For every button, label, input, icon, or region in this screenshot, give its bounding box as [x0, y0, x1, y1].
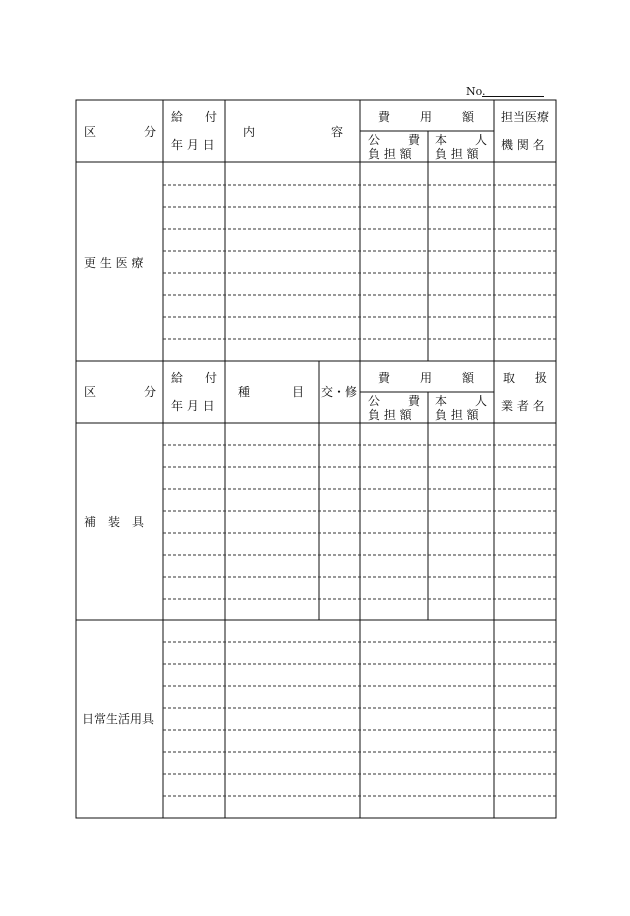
- s2-header-category: 区 分: [84, 385, 156, 399]
- s1-header-self-line2: 負 担 額: [435, 147, 479, 161]
- s1-header-date-line2: 年 月 日: [171, 138, 215, 152]
- s1-header-date-line1: 給 付: [171, 110, 217, 124]
- s1-header-cost: 費 用 額: [378, 110, 474, 124]
- number-label: No.: [466, 85, 486, 98]
- s2-header-date-line1: 給 付: [171, 371, 217, 385]
- row-label-rehab-medical: 更 生 医 療: [84, 256, 144, 270]
- s1-header-public-line2: 負 担 額: [368, 147, 412, 161]
- s1-header-content: 内 容: [243, 125, 343, 139]
- row-label-assistive-devices: 補 装 具: [84, 515, 145, 529]
- s2-header-org-line2: 業 者 名: [501, 399, 545, 413]
- s1-header-org-line2: 機 関 名: [501, 138, 545, 152]
- s2-header-date-line2: 年 月 日: [171, 399, 215, 413]
- s1-header-self-line1: 本 人: [435, 133, 487, 147]
- s2-header-item: 種 目: [238, 385, 304, 399]
- row-label-daily-living-equipment: 日常生活用具: [82, 712, 155, 726]
- s1-header-org-line1: 担当医療: [501, 110, 550, 124]
- form-outer-border: [76, 100, 556, 818]
- s2-header-public-line1: 公 費: [368, 394, 420, 408]
- s2-header-exchange: 交・修: [321, 385, 358, 399]
- s2-header-self-line1: 本 人: [435, 394, 487, 408]
- s2-header-public-line2: 負 担 額: [368, 408, 412, 422]
- s2-header-self-line2: 負 担 額: [435, 408, 479, 422]
- s1-header-category: 区 分: [84, 125, 156, 139]
- s2-header-org-line1: 取 扱: [503, 371, 547, 385]
- s1-header-public-line1: 公 費: [368, 133, 420, 147]
- s2-header-cost: 費 用 額: [378, 371, 474, 385]
